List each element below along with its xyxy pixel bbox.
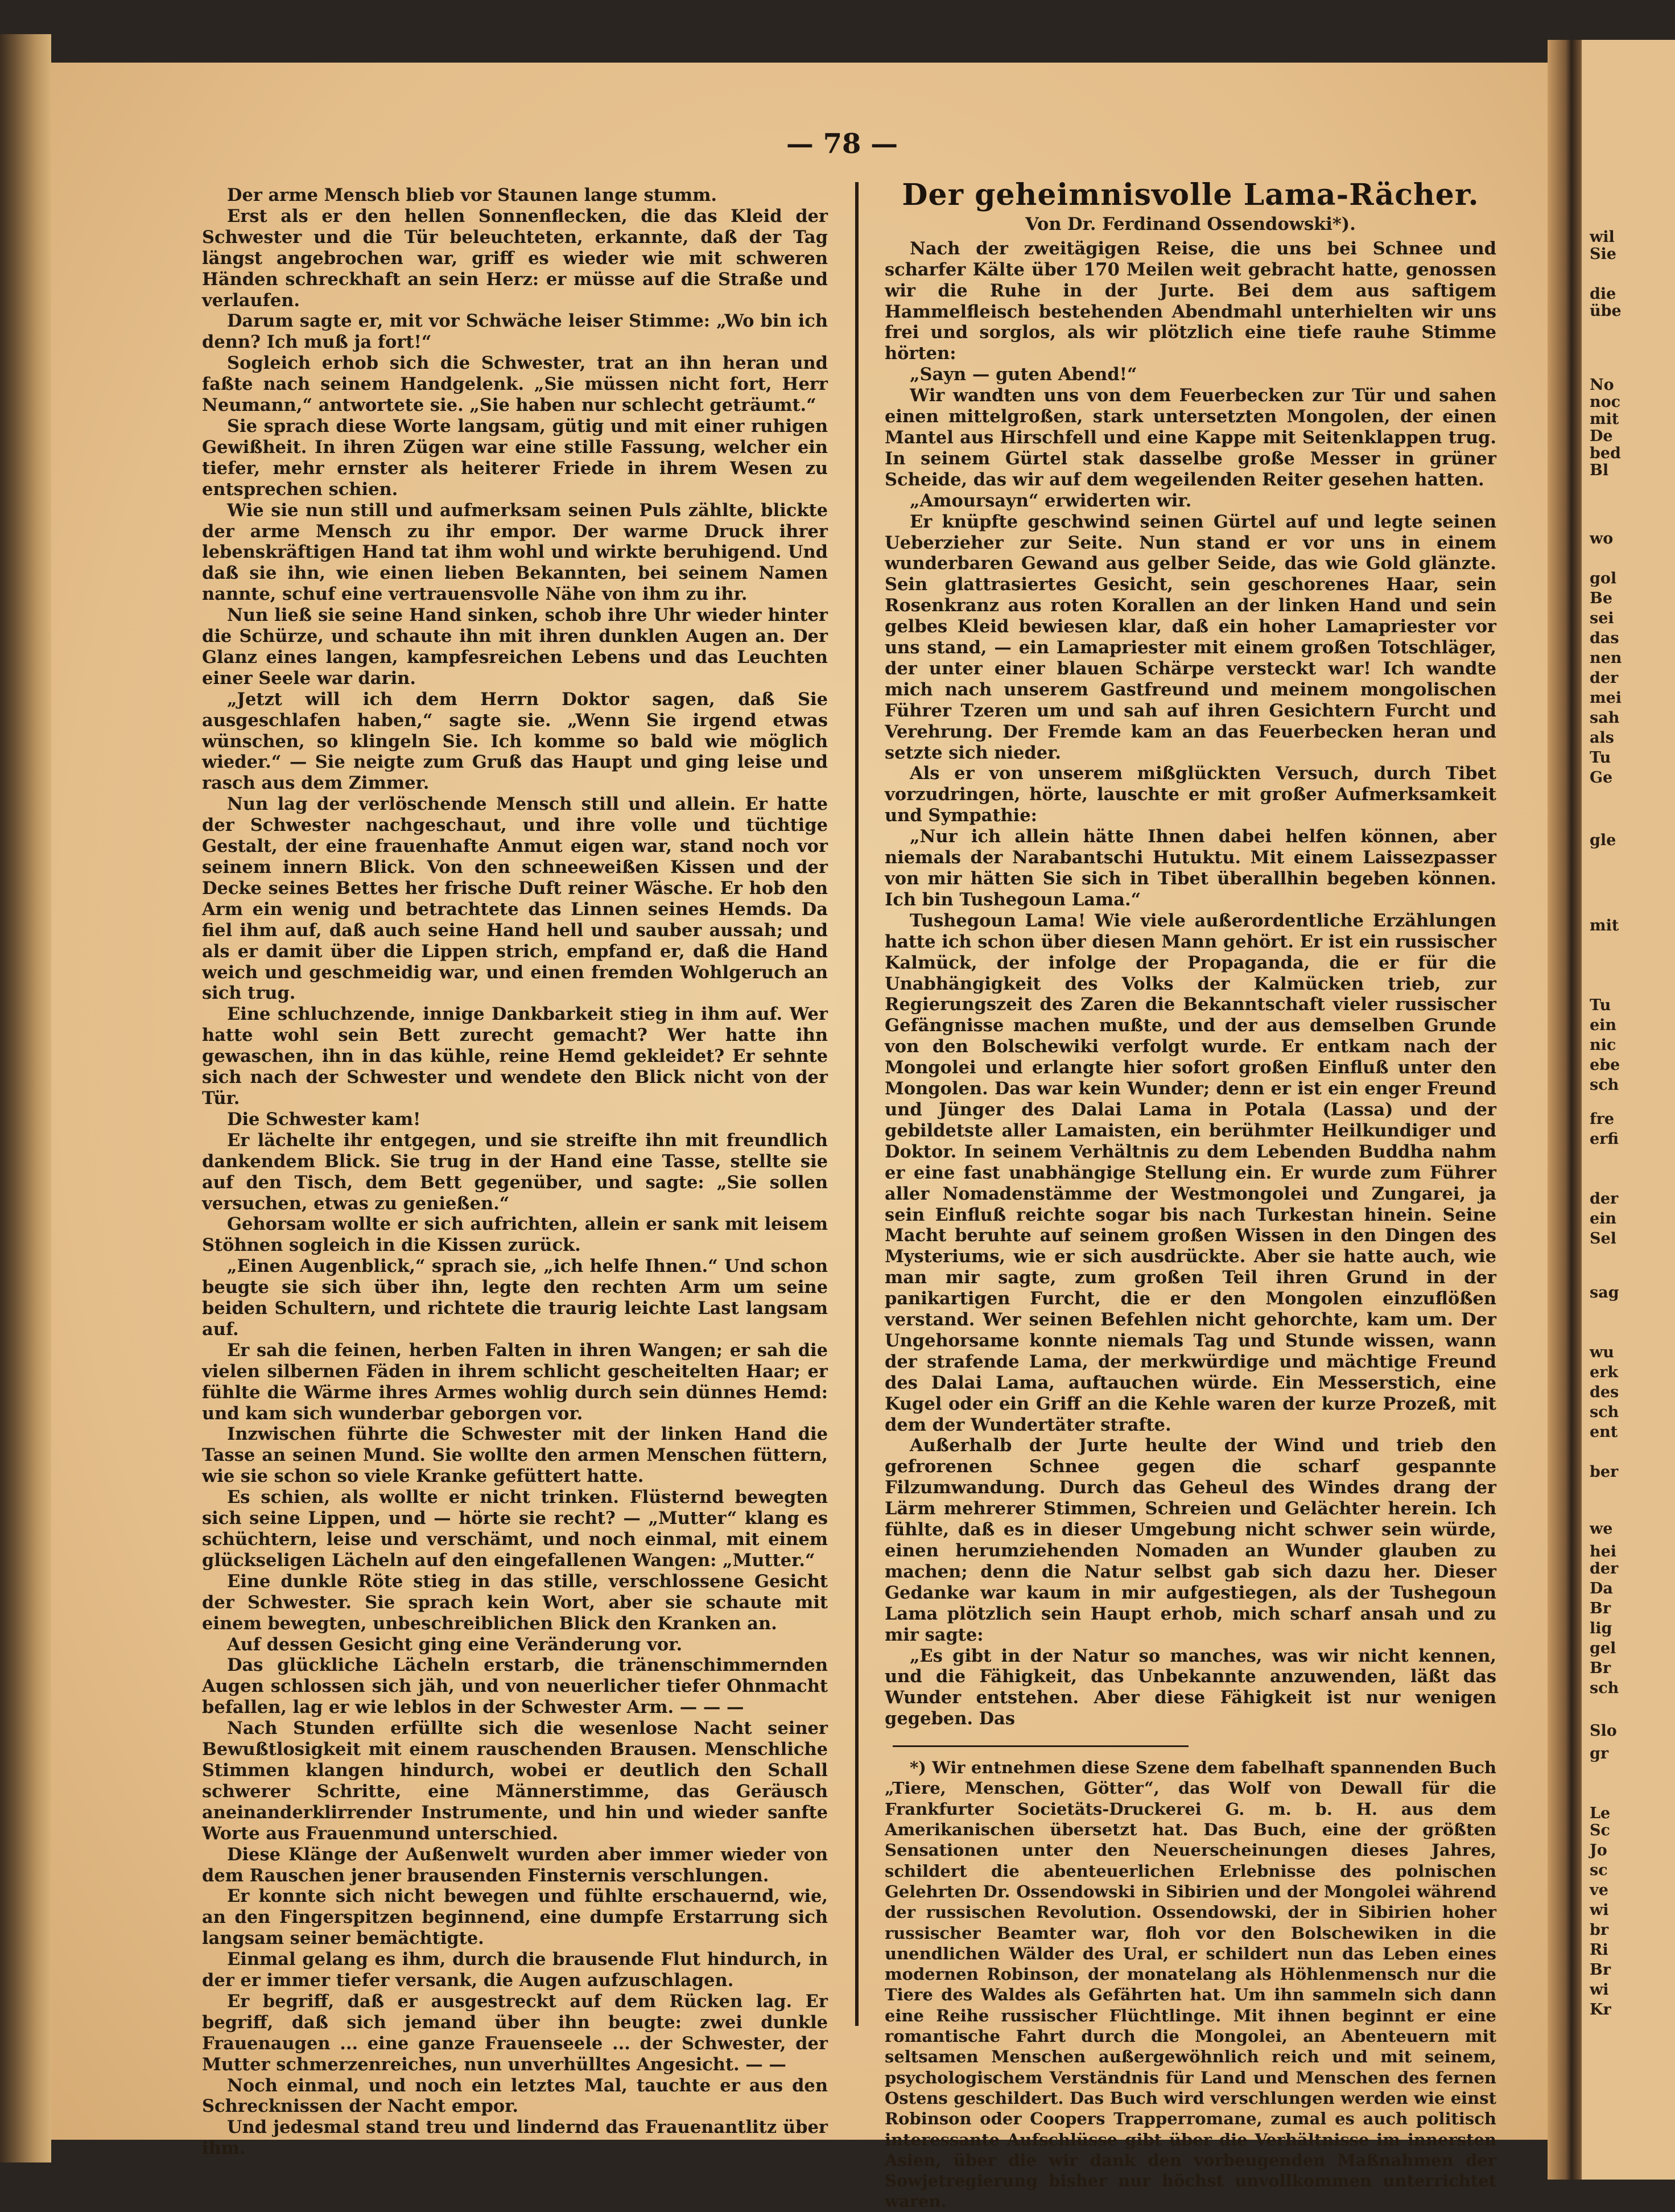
- facing-page-fragment: sc: [1590, 1861, 1608, 1879]
- facing-page-fragment: als: [1590, 729, 1614, 747]
- facing-page-fragment: ebe: [1590, 1056, 1620, 1074]
- paragraph: Tushegoun Lama! Wie viele außerordentliche Erzählungen hatte ich schon über diesen Mann gehört. Er ist ein russischer Kalmück, der infolge der Propaganda, die er für die Unabhängigkeit des Volks der Kalmücken trieb, zur Regierungszeit des Zaren die Bekanntschaft vieler russischer Gefängnisse machen mußte, und der aus demselben Grunde von den Bolschewiki verfolgt wurde. Er entkam nach der Mongolei und erlangte hier sofort großen Einfluß unter den Mongolen. Das war kein Wunder; denn er ist ein enger Freund und Jünger des Dalai Lama in Potala (Lassa) und der gebildetste aller Lamaisten, ein berühmter Heilkundiger und Doktor. In seinem Verhältnis zu dem Lebenden Buddha nahm er eine fast unabhängige Stellung ein. Er wurde zum Führer aller Nomadenstämme der Westmongolei und Zungarei, ja sein Einfluß reichte sogar bis nach Turkestan hinein. Seine Macht beruhte auf seinem großen Wissen in den Dingen des Mysteriums, wie er sich ausdrückte. Aber sie hatte auch, wie man mir sagte, zum großen Teil ihren Grund in der panikartigen Furcht, die er den Mongolen einzuflößen verstand. Wer seinen Befehlen nicht gehorchte, kam um. Der Ungehorsame konnte niemals Tag und Stunde wissen, wann der strafende Lama, der merkwürdige und mächtige Freund des Dalai Lama, auftauchen würde. Ein Messerstich, eine Kugel oder ein Griff an die Kehle waren der kurze Prozeß, mit dem der Wundertäter strafte.: [885, 910, 1496, 1435]
- facing-page-fragment: Jo: [1590, 1842, 1607, 1859]
- facing-page-fragment: wi: [1590, 1981, 1609, 1999]
- paragraph: Und jedesmal stand treu und lindernd das Frauenantlitz über ihm.: [202, 2117, 828, 2159]
- facing-page-fragment: Kr: [1590, 2001, 1611, 2019]
- paragraph: „Amoursayn“ erwiderten wir.: [910, 490, 1192, 511]
- facing-page-fragment: der: [1590, 1190, 1619, 1208]
- facing-page-fragment: hei: [1590, 1543, 1617, 1560]
- facing-page-fragment: sei: [1590, 609, 1614, 627]
- article-title: Der geheimnisvolle Lama-Rächer.: [902, 178, 1479, 212]
- facing-page-fragment: mei: [1590, 689, 1622, 707]
- facing-page-fragment: Slo: [1590, 1722, 1617, 1740]
- paragraph: Nach der zweitägigen Reise, die uns bei Schnee und scharfer Kälte über 170 Meilen weit gebracht hatte, genossen wir die Ruhe in der Jurte. Bei dem aus saftigem Hammelfleisch bestehenden Abendmahl unterhielten wir uns frei und sorglos, als wir plötzlich eine tiefe rauhe Stimme hörten:: [885, 238, 1496, 364]
- paragraph: Nach Stunden erfüllte sich die wesenlose Nacht seiner Bewußtlosigkeit mit einem rauschenden Brausen. Menschliche Stimmen klangen hindurch, wobei er deutlich den Schall schwerer Schritte, eine Männerstimme, das Geräusch aneinanderklirrender Instrumente, und hin und wieder sanfte Worte aus Frauenmund unterschied.: [202, 1718, 828, 1844]
- facing-page-fragment: gle: [1590, 831, 1616, 849]
- facing-page-fragment: erk: [1590, 1364, 1619, 1381]
- facing-page-fragment: ein: [1590, 1210, 1617, 1227]
- paragraph: Er sah die feinen, herben Falten in ihren Wangen; er sah die vielen silbernen Fäden in ihrem schlicht gescheitelten Haar; er fühlte die Wärme ihres Armes wohlig durch sein dünnes Hemd: und kam sich wunderbar geborgen vor.: [202, 1340, 828, 1424]
- footnote-rule: [893, 1745, 1189, 1747]
- facing-page-fragment: nic: [1590, 1036, 1616, 1054]
- facing-page-fragment: br: [1590, 1921, 1609, 1939]
- facing-page-fragment: sch: [1590, 1403, 1619, 1421]
- paragraph: „Einen Augenblick,“ sprach sie, „ich helfe Ihnen.“ Und schon beugte sie sich über ihn, legte den rechten Arm um seine beiden Schultern, und richtete die traurig leichte Last langsam auf.: [202, 1256, 828, 1340]
- facing-page-fragment: Le: [1590, 1805, 1611, 1822]
- paragraph: Wie sie nun still und aufmerksam seinen Puls zählte, blickte der arme Mensch zu ihr empor. Der warme Druck ihrer lebenskräftigen Hand tat ihm wohl und wirkte beruhigend. Und daß sie ihn, wie einen lieben Bekannten, bei seinem Namen nannte, schuf eine vertrauensvolle Nähe von ihm zu ihr.: [202, 500, 828, 605]
- facing-page-fragment: ve: [1590, 1881, 1608, 1899]
- right-column: [885, 178, 1496, 2212]
- facing-page-fragment: gr: [1590, 1745, 1609, 1762]
- paragraph: Das glückliche Lächeln erstarb, die tränenschimmernden Augen schlossen sich jäh, und von neuerlicher tiefer Ohnmacht befallen, lag er wie leblos in der Schwester Arm. — — —: [202, 1655, 828, 1718]
- facing-page-fragment: Br: [1590, 1961, 1611, 1979]
- facing-page-fragment: De: [1590, 427, 1613, 445]
- paragraph: Auf dessen Gesicht ging eine Veränderung vor.: [227, 1634, 683, 1655]
- facing-page-fragment: gol: [1590, 570, 1617, 587]
- paragraph: Nun lag der verlöschende Mensch still und allein. Er hatte der Schwester nachgeschaut, und ihre volle und tüchtige Gestalt, der eine frauenhafte Anmut eigen war, stand noch vor seinem innern Blick. Von den schneeweißen Kissen und der Decke seines Bettes her frische Duft reiner Wäsche. Er hob den Arm ein wenig und betrachtete das Linnen seines Hemds. Da fiel ihm auf, daß auch seine Hand hell und sauber aussah; und als er damit über die Lippen strich, empfand er, daß die Hand weich und geschmeidig war, und einen fremden Wohlgeruch an sich trug.: [202, 794, 828, 1004]
- paragraph: Wir wandten uns von dem Feuerbecken zur Tür und sahen einen mittelgroßen, stark untersetzten Mongolen, der einen Mantel aus Hirschfell und eine Kappe mit Seitenklappen trug. In seinem Gürtel stak dasselbe große Messer in grüner Scheide, das wir auf dem wegeilenden Reiter gesehen hatten.: [885, 385, 1496, 490]
- facing-page-fragment: sch: [1590, 1076, 1619, 1094]
- facing-page-fragment: die: [1590, 285, 1616, 303]
- page-number: — 78 —: [786, 128, 898, 160]
- paragraph: Als er von unserem mißglückten Versuch, durch Tibet vorzudringen, hörte, lauschte er mit großer Aufmerksamkeit und Sympathie:: [885, 763, 1496, 826]
- facing-page-fragment: der: [1590, 1560, 1619, 1577]
- paragraph: „Jetzt will ich dem Herrn Doktor sagen, daß Sie ausgeschlafen haben,“ sagte sie. „Wenn Sie irgend etwas wünschen, so klingeln Sie. Ich komme so bald wie möglich wieder.“ — Sie neigte zum Gruß das Haupt und ging leise und rasch aus dem Zimmer.: [202, 689, 828, 794]
- paragraph: Sogleich erhob sich die Schwester, trat an ihn heran und faßte nach seinem Handgelenk. „Sie müssen nicht fort, Herr Neumann,“ antwortete sie. „Sie haben nur schlecht geträumt.“: [202, 353, 828, 416]
- facing-page-fragment: Br: [1590, 1600, 1611, 1617]
- paragraph: „Es gibt in der Natur so manches, was wir nicht kennen, und die Fähigkeit, das Unbekannte anzuwenden, läßt das Wunder entstehen. Aber diese Fähigkeit ist nur wenigen gegeben. Das: [885, 1645, 1496, 1729]
- facing-page-fragment: Be: [1590, 590, 1612, 607]
- facing-page-fragment: No: [1590, 376, 1614, 394]
- facing-page-fragment: Sc: [1590, 1822, 1610, 1839]
- facing-page-fragment: Ri: [1590, 1941, 1608, 1959]
- paragraph: Eine dunkle Röte stieg in das stille, verschlossene Gesicht der Schwester. Sie sprach kein Wort, aber sie schaute mit einem bewegten, unbeschreiblichen Blick den Kranken an.: [202, 1571, 828, 1634]
- facing-page-fragment: noc: [1590, 393, 1621, 411]
- facing-page-fragment: wo: [1590, 530, 1614, 547]
- footnote: *) Wir entnehmen diese Szene dem fabelhaft spannenden Buch „Tiere, Menschen, Götter“, das Wolf von Dewall für die Frankfurter Societäts-Druckerei G. m. b. H. aus dem Amerikanischen übersetzt hat. Das Buch, eine der größten Sensationen unter den Neuerscheinungen dieses Jahres, schildert die abenteuerlichen Erlebnisse des polnischen Gelehrten Dr. Ossendowski in Sibirien und der Mongolei während der russischen Revolution. Ossendowski, der in Sibirien hoher russischer Beamter war, floh vor den Bolschewiken in die unendlichen Wälder des Ural, er schildert nun das Leben eines modernen Robinson, der monatelang als Höhlenmensch nur die Tiere des Waldes als Gefährten hat. Um ihn sammeln sich dann eine Reihe russischer Flüchtlinge. Mit ihnen beginnt er eine romantische Fahrt durch die Mongolei, an Abenteuern mit seltsamen Menschen außergewöhnlich reich und mit seinem, psychologischem Verständnis für Land und Menschen des fernen Ostens geschildert. Das Buch wird verschlungen werden wie einst Robinson oder Coopers Trapperromane, zumal es auch politisch interessante Aufschlüsse gibt über die Verhältnisse im innersten Asien, über die wir dank den vorbeugenden Maßnahmen der Sowjetregierung bisher nur höchst unvollkommen unterrichtet waren.: [885, 1758, 1496, 2211]
- paragraph: Diese Klänge der Außenwelt wurden aber immer wieder von dem Rauschen jener brausenden Finsternis verschlungen.: [202, 1844, 828, 1886]
- facing-page-fragment: wi: [1590, 1901, 1609, 1919]
- paragraph: Er knüpfte geschwind seinen Gürtel auf und legte seinen Ueberzieher zur Seite. Nun stand er vor uns in einem wunderbaren Gewand aus gelber Seide, das wie Gold glänzte. Sein glattrasiertes Gesicht, sein geschorenes Haar, sein Rosenkranz aus roten Korallen an der linken Hand und sein gelbes Kleid bewiesen klar, daß ein hoher Lamapriester vor uns stand, — ein Lamapriester mit einem großen Totschläger, der unter einer blauen Schärpe versteckt war! Ich wandte mich nach unserem Gastfreund und meinem mongolischen Führer Tzeren um und sah auf ihren Gesichtern Furcht und Verehrung. Der Fremde kam an das Feuerbecken heran und setzte sich nieder.: [885, 511, 1496, 763]
- facing-page-fragment: mit: [1590, 410, 1619, 428]
- facing-page-fragment: mit: [1590, 917, 1619, 934]
- paragraph: Sie sprach diese Worte langsam, gütig und mit einer ruhigen Gewißheit. In ihren Zügen war eine stille Fassung, welcher ein tiefer, mehr ernster als heiterer Friede in ihrem Wesen zu entsprechen schien.: [202, 415, 828, 500]
- article-body: [885, 238, 1496, 1729]
- facing-page-fragment: we: [1590, 1520, 1613, 1538]
- facing-page-fragment: der: [1590, 669, 1619, 687]
- paragraph: Eine schluchzende, innige Dankbarkeit stieg in ihm auf. Wer hatte wohl sein Bett zurecht gemacht? Wer hatte ihn gewaschen, ihn in das kühle, reine Hemd gekleidet? Er sehnte sich nach der Schwester und wendete den Blick nicht von der Tür.: [202, 1004, 828, 1109]
- facing-page-fragment: das: [1590, 629, 1619, 647]
- facing-page-fragment: Tu: [1590, 996, 1611, 1014]
- paragraph: Der arme Mensch blieb vor Staunen lange stumm.: [227, 185, 717, 205]
- facing-page-fragment: des: [1590, 1383, 1619, 1401]
- paragraph: Noch einmal, und noch ein letztes Mal, tauchte er aus den Schrecknissen der Nacht empor.: [202, 2075, 828, 2117]
- facing-page-fragment: erfi: [1590, 1130, 1619, 1148]
- facing-page-fragment: Tu: [1590, 749, 1611, 767]
- paragraph: Gehorsam wollte er sich aufrichten, allein er sank mit leisem Stöhnen sogleich in die Kissen zurück.: [202, 1214, 828, 1256]
- facing-page-fragment: sah: [1590, 709, 1620, 727]
- paragraph: Erst als er den hellen Sonnenflecken, die das Kleid der Schwester und die Tür beleuchteten, erkannte, daß der Tag längst angebrochen war, griff es wieder wie mit schweren Händen schreckhaft an sein Herz: er müsse auf die Straße und verlaufen.: [202, 205, 828, 311]
- paragraph: Er begriff, daß er ausgestreckt auf dem Rücken lag. Er begriff, daß sich jemand über ihn beugte: zwei dunkle Frauenaugen ... eine ganze Frauenseele ... der Schwester, der Mutter schmerzenreiches, nun unverhülltes Angesicht. — —: [202, 1991, 828, 2075]
- paragraph: Es schien, als wollte er nicht trinken. Flüsternd bewegten sich seine Lippen, und — hörte sie recht? — „Mutter“ klang es schüchtern, leise und verschämt, und noch einmal, mit einem glückseligen Lächeln auf den eingefallenen Wangen: „Mutter.“: [202, 1487, 828, 1571]
- facing-page-fragment: Br: [1590, 1659, 1611, 1677]
- facing-page-fragment: Sie: [1590, 245, 1616, 263]
- facing-page-fragment: wil: [1590, 228, 1615, 246]
- facing-page-fragment: sag: [1590, 1284, 1619, 1301]
- article-byline: Von Dr. Ferdinand Ossendowski*).: [1025, 213, 1356, 234]
- facing-page-fragment: Sel: [1590, 1230, 1616, 1247]
- facing-page-fragment: Da: [1590, 1580, 1613, 1597]
- facing-page-fragment: Ge: [1590, 769, 1613, 786]
- facing-page-fragment: nen: [1590, 649, 1622, 667]
- book-left-edge: [0, 34, 51, 2162]
- facing-page-fragment: lig: [1590, 1620, 1612, 1637]
- left-column: [202, 185, 828, 2159]
- facing-page-fragment: bed: [1590, 444, 1621, 462]
- facing-page-fragment: gel: [1590, 1640, 1616, 1657]
- paragraph: Er konnte sich nicht bewegen und fühlte erschauernd, wie, an den Fingerspitzen beginnend, eine dumpfe Erstarrung sich langsam seiner bemächtigte.: [202, 1886, 828, 1949]
- paragraph: Er lächelte ihr entgegen, und sie streifte ihn mit freundlich dankendem Blick. Sie trug in der Hand eine Tasse, stellte sie auf den Tisch, dem Bett gegenüber, und sagte: „Sie sollen versuchen, etwas zu genießen.“: [202, 1130, 828, 1214]
- facing-page-fragment: fre: [1590, 1110, 1615, 1128]
- paragraph: „Nur ich allein hätte Ihnen dabei helfen können, aber niemals der Narabantschi Hutuktu. Mit einem Laissezpasser von mir hätten Sie sich in Tibet überallhin begeben können. Ich bin Tushegoun Lama.“: [885, 826, 1496, 910]
- paragraph: Darum sagte er, mit vor Schwäche leiser Stimme: „Wo bin ich denn? Ich muß ja fort!“: [202, 311, 828, 353]
- column-divider: [855, 182, 859, 2026]
- facing-page-fragment: wu: [1590, 1344, 1614, 1361]
- paragraph: Einmal gelang es ihm, durch die brausende Flut hindurch, in der er immer tiefer versank, die Augen aufzuschlagen.: [202, 1949, 828, 1991]
- facing-page-fragment: ent: [1590, 1423, 1618, 1441]
- facing-page-edge: [1582, 40, 1675, 2180]
- paragraph: „Sayn — guten Abend!“: [910, 364, 1137, 385]
- facing-page-fragment: sch: [1590, 1679, 1619, 1697]
- paragraph: Inzwischen führte die Schwester mit der linken Hand die Tasse an seinen Mund. Sie wollte den armen Menschen füttern, wie sie schon so viele Kranke gefüttert hatte.: [202, 1424, 828, 1487]
- facing-page-fragment: Bl: [1590, 462, 1609, 479]
- paragraph: Nun ließ sie seine Hand sinken, schob ihre Uhr wieder hinter die Schürze, und schaute ihn mit ihren dunklen Augen an. Der Glanz eines langen, kampfesreichen Lebens und das Leuchten einer Seele war darin.: [202, 605, 828, 689]
- facing-page-fragment: ber: [1590, 1463, 1619, 1481]
- paragraph: Außerhalb der Jurte heulte der Wind und trieb den gefrorenen Schnee gegen die scharf gespannte Filzumwandung. Durch das Geheul des Windes drang der Lärm mehrerer Stimmen, Schreien und Gelächter herein. Ich fühlte, daß es in dieser Umgebung nicht schwer sein würde, einen herumziehenden Nomaden an Wunder glauben zu machen; denn die Natur selbst gab sich dazu her. Dieser Gedanke war kaum in mir aufgestiegen, als der Tushegoun Lama plötzlich sein Haupt erhob, mich scharf ansah und zu mir sagte:: [885, 1435, 1496, 1645]
- facing-page-fragment: übe: [1590, 302, 1622, 320]
- facing-page-fragment: ein: [1590, 1016, 1617, 1034]
- paragraph: Die Schwester kam!: [227, 1109, 421, 1130]
